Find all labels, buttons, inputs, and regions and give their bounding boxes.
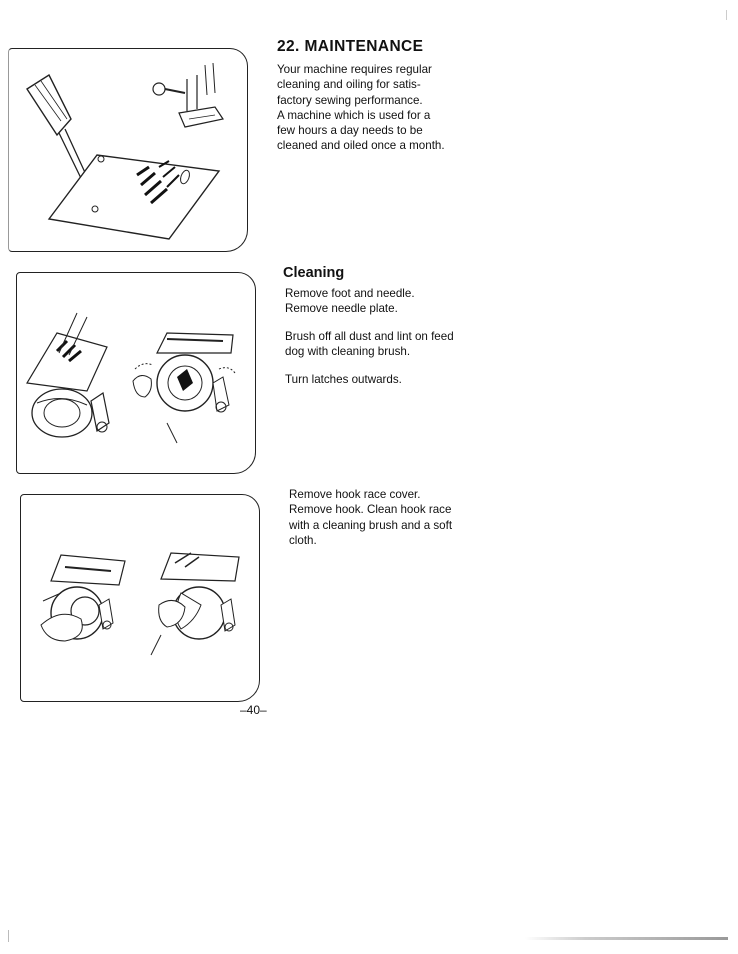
step-line: with a cleaning brush and a soft: [289, 518, 453, 532]
cleaning-step-remove-foot: [285, 286, 475, 317]
step-line: dog with cleaning brush.: [285, 345, 411, 359]
intro-line: cleaning and oiling for satis-: [277, 78, 421, 92]
figure-needle-plate-removal: [8, 48, 248, 252]
step-line: Turn latches outwards.: [285, 373, 402, 386]
section-title: 22. MAINTENANCE: [277, 38, 424, 55]
step-line: Remove needle plate.: [285, 302, 398, 316]
maintenance-intro-paragraph: [277, 62, 463, 154]
illustration-brushing-feed-dog: [17, 273, 255, 473]
cleaning-step-remove-hook: [289, 487, 473, 548]
illustration-removing-hook: [21, 495, 259, 701]
intro-line: factory sewing performance.: [277, 93, 423, 107]
step-line: Remove hook. Clean hook race: [289, 503, 452, 517]
step-line: Remove foot and needle.: [285, 287, 415, 300]
scan-artifact: [726, 10, 727, 20]
cleaning-step-turn-latches: [285, 372, 475, 387]
figure-brush-and-latches: [16, 272, 256, 474]
step-line: cloth.: [289, 533, 317, 547]
cleaning-subtitle: Cleaning: [283, 265, 345, 281]
intro-line: Your machine requires regular: [277, 63, 432, 76]
intro-line: cleaned and oiled once a month.: [277, 139, 445, 153]
scan-artifact: [8, 930, 9, 942]
intro-line: A machine which is used for a: [277, 108, 431, 122]
intro-line: few hours a day needs to be: [277, 124, 423, 138]
cleaning-step-brush-feed-dog: [285, 329, 475, 360]
figure-hook-race-cleaning: [20, 494, 260, 702]
step-line: Remove hook race cover.: [289, 488, 421, 501]
illustration-screwdriver-needle-plate: [9, 49, 247, 251]
scan-artifact: [525, 937, 728, 940]
page-number: –40–: [240, 703, 267, 717]
step-line: Brush off all dust and lint on feed: [285, 330, 454, 343]
